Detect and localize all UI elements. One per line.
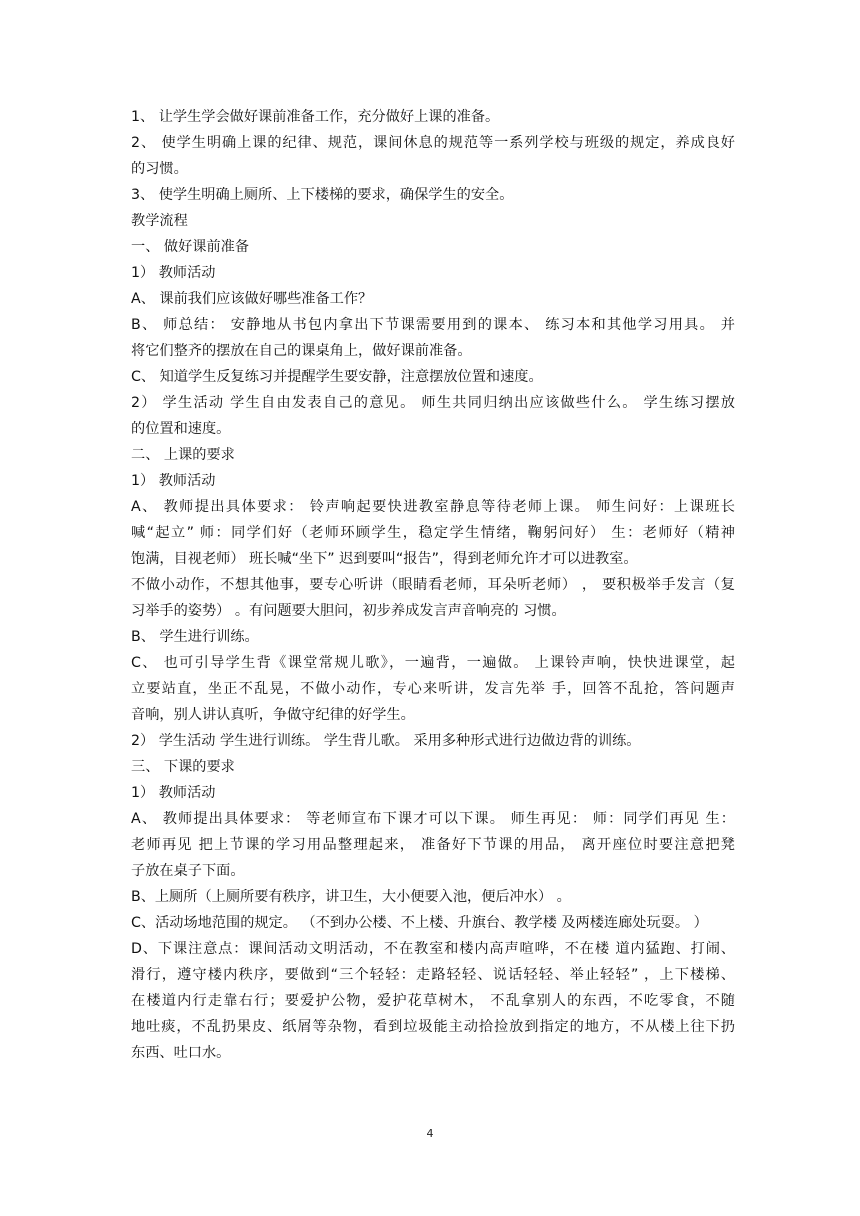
text-line: A、 教师提出具体要求： 铃声响起要快进教室静息等待老师上课。 师生问好：上课班长 [131,499,735,515]
text-line: 滑行，遵守楼内秩序，要做到“三个轻轻：走路轻轻、说话轻轻、举止轻轻” ，上下楼梯、 [131,967,735,983]
paragraph-obj-1 [131,104,735,130]
text-line: 教学流程 [131,213,188,229]
text-line: 子放在桌子下面。 [131,863,245,879]
text-line: 3、 使学生明确上厕所、上下楼梯的要求，确保学生的安全。 [131,187,514,203]
paragraph-heading-flow [131,208,735,234]
text-line: 不做小动作，不想其他事，要专心听讲（眼睛看老师，耳朵听老师） ， 要积极举手发言（复 [131,577,735,593]
paragraph-sec-2-2 [131,728,735,754]
text-line: D、下课注意点：课间活动文明活动，不在教室和楼内高声喧哗，不在楼 道内猛跑、打闹、 [131,941,735,957]
text-line: A、 教师提出具体要求： 等老师宣布下课才可以下课。 师生再见： 师：同学们再见 生： [131,811,735,827]
text-line: C、 知道学生反复练习并提醒学生要安静，注意摆放位置和速度。 [131,369,543,385]
paragraph-sec-3-1-b [131,884,735,910]
paragraph-sec-1-1-b [131,312,735,364]
paragraph-sec-2 [131,442,735,468]
paragraph-sec-1-2 [131,390,735,442]
text-line: 1） 教师活动 [131,473,216,489]
paragraph-sec-1 [131,234,735,260]
text-line: 三、 下课的要求 [131,759,235,775]
paragraph-obj-2 [131,130,735,182]
text-line: 2） 学生活动 学生自由发表自己的意见。 师生共同归纳出应该做些什么。 学生练习摆放 [131,395,735,411]
paragraph-sec-2-1-c [131,650,735,728]
text-line: 东西、吐口水。 [131,1045,231,1061]
text-line: 饱满，目视老师） 班长喊“坐下” 迟到要叫“报告”，得到老师允许才可以进教室。 [131,551,638,567]
page-number: 4 [426,1127,434,1140]
text-line: 老师再见 把上节课的学习用品整理起来， 准备好下节课的用品， 离开座位时要注意把凳 [131,837,735,853]
text-line: 2） 学生活动 学生进行训练。 学生背儿歌。 采用多种形式进行边做边背的训练。 [131,733,641,749]
paragraph-sec-3-1-c [131,910,735,936]
text-line: 立要站直，坐正不乱晃，不做小动作，专心来听讲，发言先举 手，回答不乱抢，答问题声 [131,681,735,697]
text-line: B、 学生进行训练。 [131,629,259,645]
paragraph-sec-2-1-a [131,494,735,572]
text-line: 在楼道内行走靠右行；要爱护公物，爱护花草树木， 不乱拿别人的东西，不吃零食，不随 [131,993,735,1009]
text-line: 地吐痰，不乱扔果皮、纸屑等杂物，看到垃圾能主动拾捡放到指定的地方，不从楼上往下扔 [131,1019,735,1035]
text-line: C、 也可引导学生背《课堂常规儿歌》，一遍背，一遍做。 上课铃声响，快快进课堂，起 [131,655,735,671]
text-line: B、 师总结： 安静地从书包内拿出下节课需要用到的课本、 练习本和其他学习用具。 并 [131,317,735,333]
paragraph-sec-3-1-a [131,806,735,884]
text-line: 音响，别人讲认真听，争做守纪律的好学生。 [131,707,415,723]
text-line: 喊“起立” 师：同学们好（老师环顾学生，稳定学生情绪，鞠躬问好） 生：老师好（精神 [131,525,735,541]
paragraph-sec-2-1-b [131,624,735,650]
text-line: 的位置和速度。 [131,421,231,437]
text-line: A、 课前我们应该做好哪些准备工作？ [131,291,373,307]
text-line: 一、 做好课前准备 [131,239,250,255]
text-line: C、活动场地范围的规定。 （不到办公楼、不上楼、升旗台、教学楼 及两楼连廊处玩耍。 ） [131,915,708,931]
paragraph-obj-3 [131,182,735,208]
document-body [131,104,735,1066]
text-line: 将它们整齐的摆放在自己的课桌角上，做好课前准备。 [131,343,472,359]
text-line: 二、 上课的要求 [131,447,235,463]
text-line: 2、 使学生明确上课的纪律、规范，课间休息的规范等一系列学校与班级的规定，养成良好 [131,135,735,151]
paragraph-sec-1-1-c [131,364,735,390]
text-line: 习举手的姿势） 。有问题要大胆问，初步养成发言声音响亮的 习惯。 [131,603,566,619]
paragraph-sec-1-1-a [131,286,735,312]
text-line: B、上厕所（上厕所要有秩序，讲卫生，大小便要入池，便后冲水） 。 [131,889,571,905]
text-line: 的习惯。 [131,161,188,177]
text-line: 1） 教师活动 [131,785,216,801]
paragraph-sec-3-1 [131,780,735,806]
paragraph-sec-3 [131,754,735,780]
text-line: 1、 让学生学会做好课前准备工作，充分做好上课的准备。 [131,109,500,125]
text-line: 1） 教师活动 [131,265,216,281]
paragraph-sec-1-1 [131,260,735,286]
paragraph-sec-2-1 [131,468,735,494]
paragraph-sec-3-1-d [131,936,735,1066]
paragraph-sec-2-1-a2 [131,572,735,624]
